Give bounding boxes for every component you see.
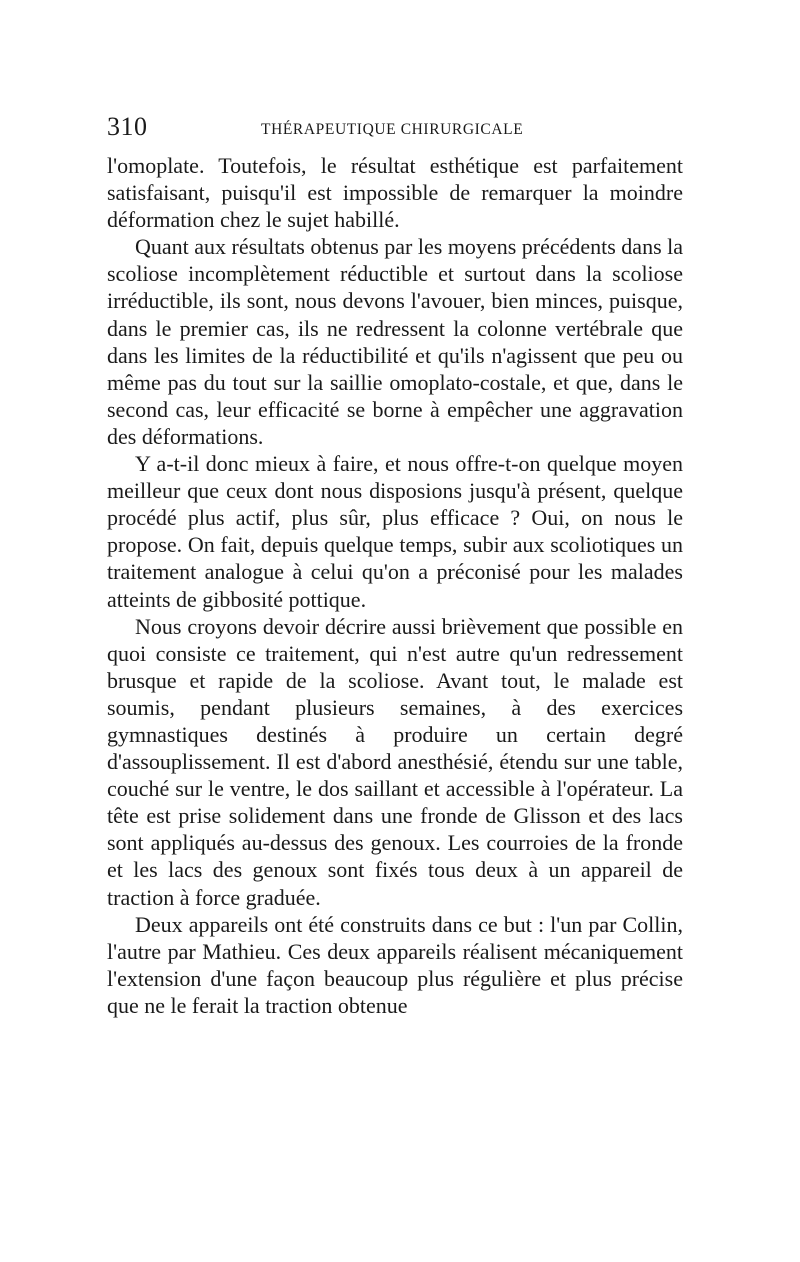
page-number: 310 bbox=[107, 112, 148, 141]
paragraph-2: Quant aux résultats obtenus par les moyens précédents dans la scoliose incomplètement réductible et surtout dans la scoliose irréductible, ils sont, nous devons l'avouer, bien minces, puisque, dans le premier cas, ils ne redressent la colonne vertébrale que dans les limites de la réductibilité et qu'ils n'agissent que peu ou même pas du tout sur la saillie omoplato-costale, et que, dans le second cas, leur efficacité se borne à empêcher une aggravation des déformations. bbox=[107, 234, 684, 449]
running-title: THÉRAPEUTIQUE CHIRURGICALE bbox=[261, 121, 524, 138]
book-page bbox=[107, 112, 683, 1019]
body-text bbox=[107, 152, 683, 1019]
paragraph-3: Y a-t-il donc mieux à faire, et nous offre-t-on quelque moyen meilleur que ceux dont nous disposions jusqu'à présent, quelque procédé plus actif, plus sûr, plus efficace ? Oui, on nous le propose. On fait, depuis quelque temps, subir aux scoliotiques un traitement analogue à celui qu'on a préconisé pour les malades atteints de gibbosité pottique. bbox=[107, 451, 683, 612]
running-head bbox=[107, 112, 683, 148]
paragraph-5: Deux appareils ont été construits dans ce but : l'un par Collin, l'autre par Mathieu. Ces deux appareils réalisent mécaniquement l'extension d'une façon beaucoup plus régulière et plus précise que ne le ferait la traction obtenue bbox=[107, 911, 683, 1018]
paragraph-1: l'omoplate. Toutefois, le résultat esthétique est parfaitement satisfaisant, puisqu'il est impossible de remarquer la moindre déformation chez le sujet habillé. bbox=[107, 153, 683, 233]
paragraph-4: Nous croyons devoir décrire aussi brièvement que possible en quoi consiste ce traitement, qui n'est autre qu'un redressement brusque et rapide de la scoliose. Avant tout, le malade est soumis, pendant plusieurs semaines, à des exercices gymnastiques destinés à produire un certain degré d'assouplissement. Il est d'abord anesthésié, étendu sur une table, couché sur le ventre, le dos saillant et accessible à l'opérateur. La tête est prise solidement dans une fronde de Glisson et des lacs sont appliqués au-dessus des genoux. Les courroies de la fronde et les lacs des genoux sont fixés tous deux à un appareil de traction à force graduée. bbox=[107, 613, 683, 910]
